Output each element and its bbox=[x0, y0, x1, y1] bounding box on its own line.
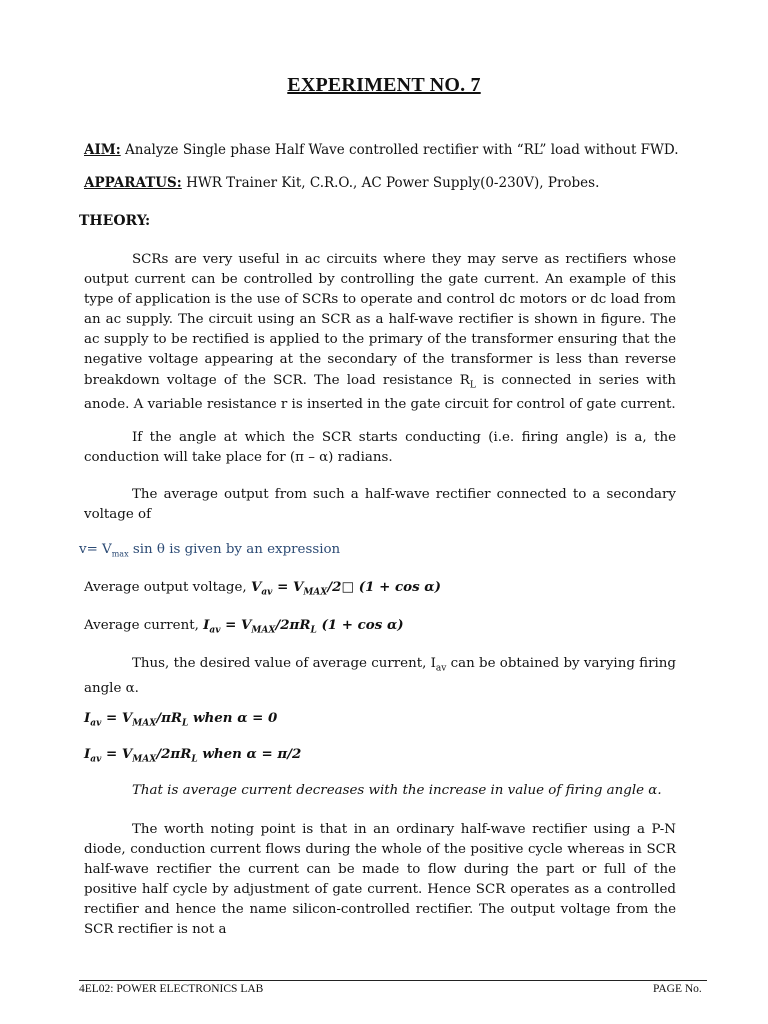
eq4-c-sub: L bbox=[191, 754, 198, 765]
apparatus-line bbox=[84, 175, 599, 191]
eq1-formula-c: /2□ (1 + cos α) bbox=[327, 579, 441, 595]
equation-current-alpha-zero bbox=[84, 710, 277, 729]
voltage-expression bbox=[79, 542, 340, 559]
eq2-formula-c: /2πR bbox=[275, 617, 311, 633]
para1-tail: is connected in series with anode. A variable resistance r is inserted in the gate circuit for control of gate current. bbox=[84, 372, 676, 413]
eq1-formula-a: V bbox=[250, 579, 262, 595]
expr-sub: max bbox=[111, 549, 129, 559]
eq3-d: when α = 0 bbox=[188, 710, 278, 726]
apparatus-label: APPARATUS: bbox=[84, 175, 182, 191]
eq1-label: Average output voltage, bbox=[84, 580, 251, 595]
equation-average-current bbox=[84, 617, 404, 636]
eq2-formula-a: I bbox=[203, 617, 210, 633]
eq1-sub-b: MAX bbox=[303, 587, 328, 598]
eq2-formula-b: = V bbox=[220, 617, 252, 633]
eq1-formula-b: = V bbox=[272, 579, 304, 595]
eq4-b: = V bbox=[101, 746, 133, 762]
theory-paragraph-1 bbox=[84, 250, 676, 415]
eq3-a: I bbox=[84, 710, 91, 726]
expr-pre: v= V bbox=[79, 542, 112, 557]
para1-text: SCRs are very useful in ac circuits where they may serve as rectifiers whose output current can be controlled by controlling the gate current. An example of this type of application is the use of SCRs to operate and control dc motors or dc load from an ac supply. The circuit using an SCR as a half-wave rectifier is shown in figure. The ac supply to be rectified is applied to the primary of the transformer ensuring that the negative voltage appearing at the secondary of the transformer is less than reverse breakdown voltage of the SCR. The load resistance R bbox=[84, 252, 676, 388]
footer-course: 4EL02: POWER ELECTRONICS LAB bbox=[79, 983, 264, 995]
eq4-d: when α = π/2 bbox=[197, 746, 302, 762]
eq4-a: I bbox=[84, 746, 91, 762]
equation-current-alpha-half-pi bbox=[84, 746, 301, 765]
aim-label: AIM: bbox=[84, 142, 121, 158]
eq2-sub-b: MAX bbox=[251, 625, 276, 636]
footer-rule bbox=[79, 980, 707, 981]
eq3-b: = V bbox=[101, 710, 133, 726]
eq4-a-sub: av bbox=[90, 754, 102, 765]
eq4-b-sub: MAX bbox=[132, 754, 157, 765]
para4-text: Thus, the desired value of average current, I bbox=[132, 656, 436, 671]
para4-tail: can be obtained by varying firing angle α. bbox=[84, 656, 676, 696]
para1-subscript: L bbox=[469, 380, 476, 391]
eq2-label: Average current, bbox=[84, 618, 204, 633]
theory-heading: THEORY: bbox=[79, 213, 151, 229]
apparatus-text: HWR Trainer Kit, C.R.O., AC Power Supply(0-230V), Probes. bbox=[181, 175, 600, 191]
theory-paragraph-4 bbox=[84, 654, 676, 699]
italic-note: That is average current decreases with the increase in value of firing angle α. bbox=[132, 783, 662, 798]
eq3-c-sub: L bbox=[182, 718, 189, 729]
eq3-b-sub: MAX bbox=[132, 718, 157, 729]
para4-subscript: av bbox=[435, 663, 447, 674]
page-title: EXPERIMENT NO. 7 bbox=[287, 74, 481, 96]
footer-page-number: PAGE No. bbox=[653, 983, 702, 995]
eq2-sub-c: L bbox=[310, 625, 317, 636]
eq2-sub-a: av bbox=[209, 625, 221, 636]
aim-line bbox=[84, 142, 679, 158]
theory-paragraph-5: The worth noting point is that in an ordinary half-wave rectifier using a P-N diode, conduction current flows during the whole of the positive cycle whereas in SCR half-wave rectifier the current can be made to flow during the part or full of the positive half cycle by adjustment of gate current. Hence SCR operates as a controlled rectifier and hence the name silicon-controlled rectifier. The output voltage from the SCR rectifier is not a bbox=[84, 822, 676, 938]
eq2-formula-d: (1 + cos α) bbox=[316, 617, 404, 633]
equation-average-voltage bbox=[84, 579, 441, 598]
eq1-sub-a: av bbox=[261, 587, 273, 598]
eq3-a-sub: av bbox=[90, 718, 102, 729]
expr-post: sin θ is given by an expression bbox=[128, 542, 341, 557]
theory-paragraph-2: If the angle at which the SCR starts conducting (i.e. firing angle) is a, the conduction will take place for (π – α) radians. bbox=[84, 430, 676, 466]
eq4-c: /2πR bbox=[156, 746, 192, 762]
theory-paragraph-3: The average output from such a half-wave rectifier connected to a secondary voltage of bbox=[84, 487, 676, 523]
eq3-c: /πR bbox=[156, 710, 183, 726]
aim-text: Analyze Single phase Half Wave controlled rectifier with “RL” load without FWD. bbox=[120, 142, 679, 158]
